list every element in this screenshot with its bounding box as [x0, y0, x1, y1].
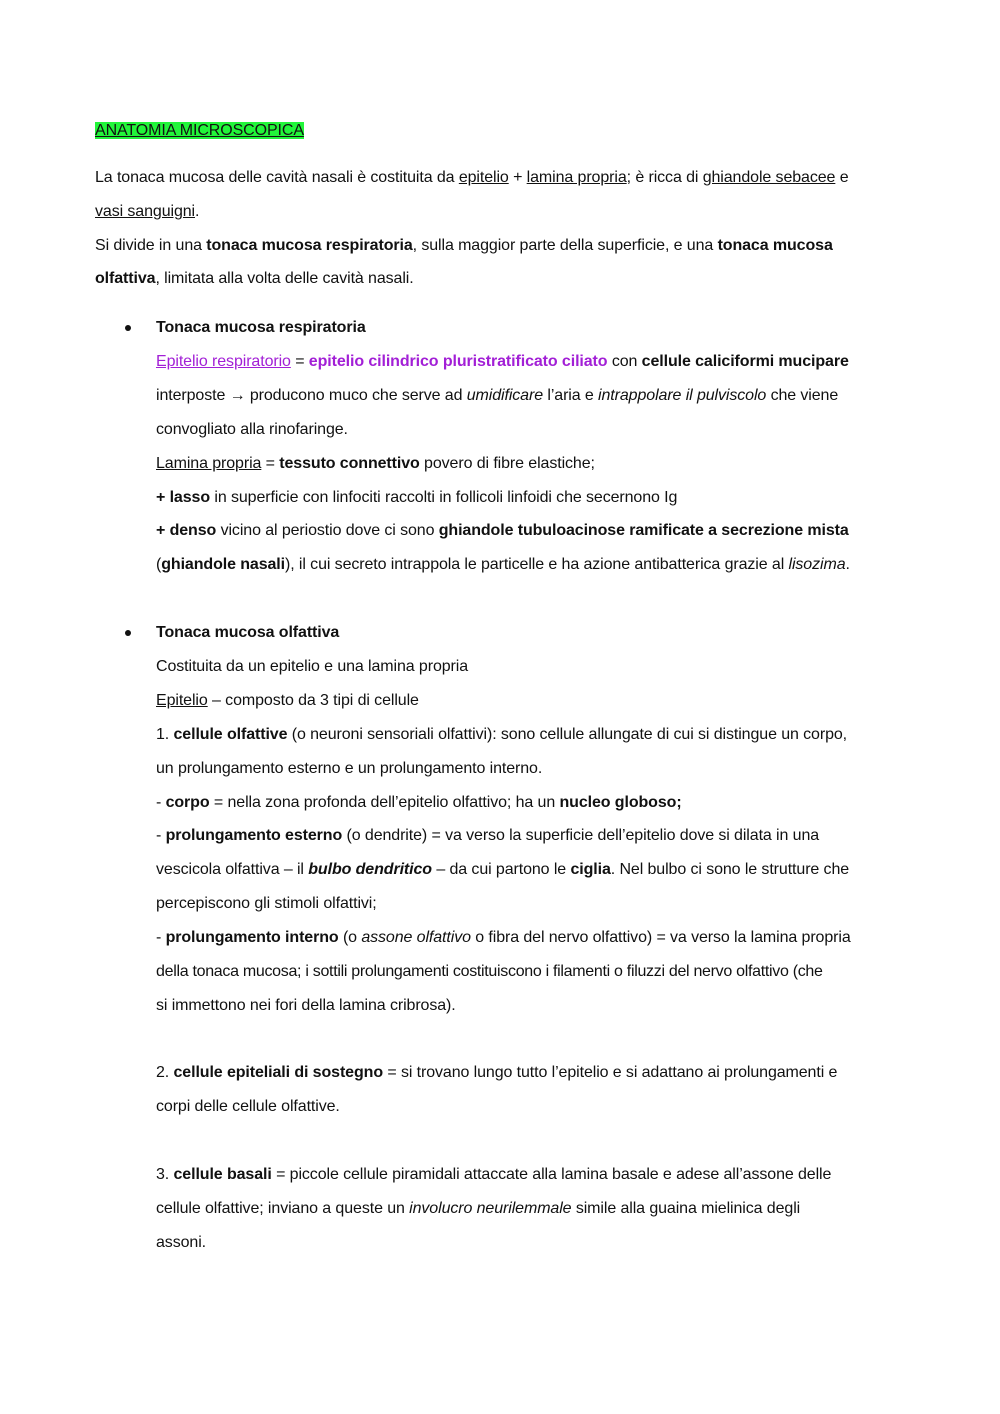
- resp-line-5: [156, 487, 677, 509]
- olf-line-4: [156, 758, 542, 780]
- text: = si trovano lungo tutto l’epitelio e si adattano ai prolungamenti e: [383, 1064, 838, 1081]
- intro-line-4: [95, 268, 414, 290]
- bold-term: cellule caliciformi mucipare: [641, 353, 849, 370]
- text: +: [508, 169, 527, 186]
- italic-term: involucro neurilemmale: [409, 1200, 572, 1217]
- bold-term: ciglia: [570, 861, 611, 878]
- text: ; è ricca di: [626, 169, 703, 186]
- text: = piccole cellule piramidali attaccate alla lamina basale e adese all’assone delle: [271, 1166, 832, 1183]
- text: povero di fibre elastiche;: [419, 455, 595, 472]
- text: assoni.: [156, 1234, 206, 1251]
- olf-line-6: [156, 825, 819, 847]
- olf-line-10: [156, 961, 823, 983]
- purple-bold-term: epitelio cilindrico pluristratificato ciliato: [308, 353, 608, 370]
- highlighted-title: ANATOMIA MICROSCOPICA: [95, 122, 304, 139]
- text: 1.: [156, 726, 174, 743]
- intro-line-3: [95, 235, 833, 257]
- text: =: [261, 455, 280, 472]
- text: – da cui partono le: [431, 861, 571, 878]
- text: o fibra del nervo olfattivo) = va verso la lamina propria: [470, 929, 851, 946]
- text: .: [845, 556, 850, 573]
- intro-line-1: [95, 167, 849, 189]
- bold-term: cellule epiteliali di sostegno: [173, 1064, 384, 1081]
- text: .: [195, 203, 200, 220]
- resp-line-6: [156, 520, 849, 542]
- bold-term: tonaca mucosa: [717, 237, 833, 254]
- text: vicino al periostio dove ci sono: [216, 522, 439, 539]
- resp-line-3: [156, 419, 348, 441]
- italic-term: assone olfattivo: [361, 929, 471, 946]
- olf-line-14: [156, 1164, 831, 1186]
- text: ), il cui secreto intrappola le particelle e ha azione antibatterica grazie al: [285, 556, 789, 573]
- olf-line-5: [156, 792, 682, 814]
- text: con: [607, 353, 642, 370]
- olf-line-13: [156, 1096, 340, 1118]
- olf-line-7: [156, 859, 849, 881]
- bold-term: olfattiva: [95, 270, 156, 287]
- bold-term: cellule olfattive: [173, 726, 288, 743]
- text: , limitata alla volta delle cavità nasali.: [155, 270, 414, 287]
- text: -: [156, 827, 166, 844]
- text: percepiscono gli stimoli olfattivi;: [156, 895, 377, 912]
- italic-term: lisozima: [788, 556, 846, 573]
- text: -: [156, 794, 166, 811]
- bold-term: nucleo globoso;: [559, 794, 682, 811]
- text: -: [156, 929, 166, 946]
- text: 2.: [156, 1064, 174, 1081]
- olf-line-16: [156, 1232, 206, 1254]
- text: – composto da 3 tipi di cellule: [207, 692, 419, 709]
- bold-term: ghiandole tubuloacinose ramificate a secrezione mista: [438, 522, 849, 539]
- italic-term: intrappolare il pulviscolo: [598, 387, 767, 404]
- bold-term: + lasso: [156, 489, 211, 506]
- text: convogliato alla rinofaringe.: [156, 421, 348, 438]
- text: cellule olfattive; inviano a queste un: [156, 1200, 410, 1217]
- olf-line-15: [156, 1198, 800, 1220]
- section-heading-respiratoria: [156, 317, 366, 339]
- text: simile alla guaina mielinica degli: [571, 1200, 801, 1217]
- text: (: [156, 556, 162, 573]
- bold-italic-term: bulbo dendritico: [308, 861, 432, 878]
- italic-term: umidificare: [466, 387, 544, 404]
- olf-line-2: [156, 690, 419, 712]
- resp-line-7: [156, 554, 850, 576]
- section-heading-olfattiva: [156, 622, 339, 644]
- resp-line-4: [156, 453, 595, 475]
- olf-line-12: [156, 1062, 837, 1084]
- bold-term: corpo: [165, 794, 210, 811]
- text: La tonaca mucosa delle cavità nasali è costituita da: [95, 169, 459, 186]
- text: Costituita da un epitelio e una lamina propria: [156, 658, 469, 675]
- text: =: [290, 353, 309, 370]
- underlined-term: Epitelio: [156, 692, 208, 709]
- text: (o neuroni sensoriali olfattivi): sono cellule allungate di cui si distingue un corpo,: [287, 726, 848, 743]
- underlined-term: epitelio: [458, 169, 509, 186]
- text: vescicola olfattiva – il: [156, 861, 309, 878]
- olf-line-8: [156, 893, 377, 915]
- underlined-term: ghiandole sebacee: [702, 169, 836, 186]
- page-title: [95, 120, 304, 142]
- purple-underlined-term: Epitelio respiratorio: [156, 353, 291, 370]
- text: e: [835, 169, 849, 186]
- underlined-term: Lamina propria: [156, 455, 262, 472]
- resp-line-2: [156, 385, 838, 407]
- text: un prolungamento esterno e un prolungamento interno.: [156, 760, 543, 777]
- bold-term: tonaca mucosa respiratoria: [206, 237, 413, 254]
- bullet-icon: [125, 325, 131, 331]
- bold-term: prolungamento esterno: [165, 827, 343, 844]
- text: corpi delle cellule olfattive.: [156, 1098, 340, 1115]
- resp-line-1: [156, 351, 849, 373]
- text: . Nel bulbo ci sono le strutture che: [610, 861, 850, 878]
- bold-term: + denso: [156, 522, 217, 539]
- bullet-icon: [125, 630, 131, 636]
- text: = nella zona profonda dell’epitelio olfattivo; ha un: [209, 794, 560, 811]
- underlined-term: lamina propria: [526, 169, 627, 186]
- intro-line-2: [95, 201, 199, 223]
- olf-line-9: [156, 927, 851, 949]
- bold-term: tessuto connettivo: [279, 455, 420, 472]
- text: Si divide in una: [95, 237, 207, 254]
- text: si immettono nei fori della lamina cribrosa).: [156, 997, 456, 1014]
- text: (o dendrite) = va verso la superficie dell’epitelio dove si dilata in una: [342, 827, 820, 844]
- olf-line-3: [156, 724, 847, 746]
- bold-term: ghiandole nasali: [161, 556, 285, 573]
- bold-term: cellule basali: [173, 1166, 272, 1183]
- heading-text: Tonaca mucosa olfattiva: [156, 624, 340, 641]
- text: che viene: [766, 387, 839, 404]
- olf-line-11: [156, 995, 456, 1017]
- text: , sulla maggior parte della superficie, e una: [412, 237, 718, 254]
- text: della tonaca mucosa; i sottili prolungamenti costituiscono i filamenti o filuzzi del nervo olfattivo (che: [156, 963, 823, 980]
- text: l’aria e: [543, 387, 599, 404]
- olf-line-1: [156, 656, 468, 678]
- heading-text: Tonaca mucosa respiratoria: [156, 319, 366, 336]
- text: 3.: [156, 1166, 174, 1183]
- text: interposte → producono muco che serve ad: [156, 387, 467, 404]
- underlined-term: vasi sanguigni: [95, 203, 195, 220]
- bold-term: prolungamento interno: [165, 929, 339, 946]
- text: in superficie con linfociti raccolti in follicoli linfoidi che secernono Ig: [210, 489, 678, 506]
- text: (o: [338, 929, 362, 946]
